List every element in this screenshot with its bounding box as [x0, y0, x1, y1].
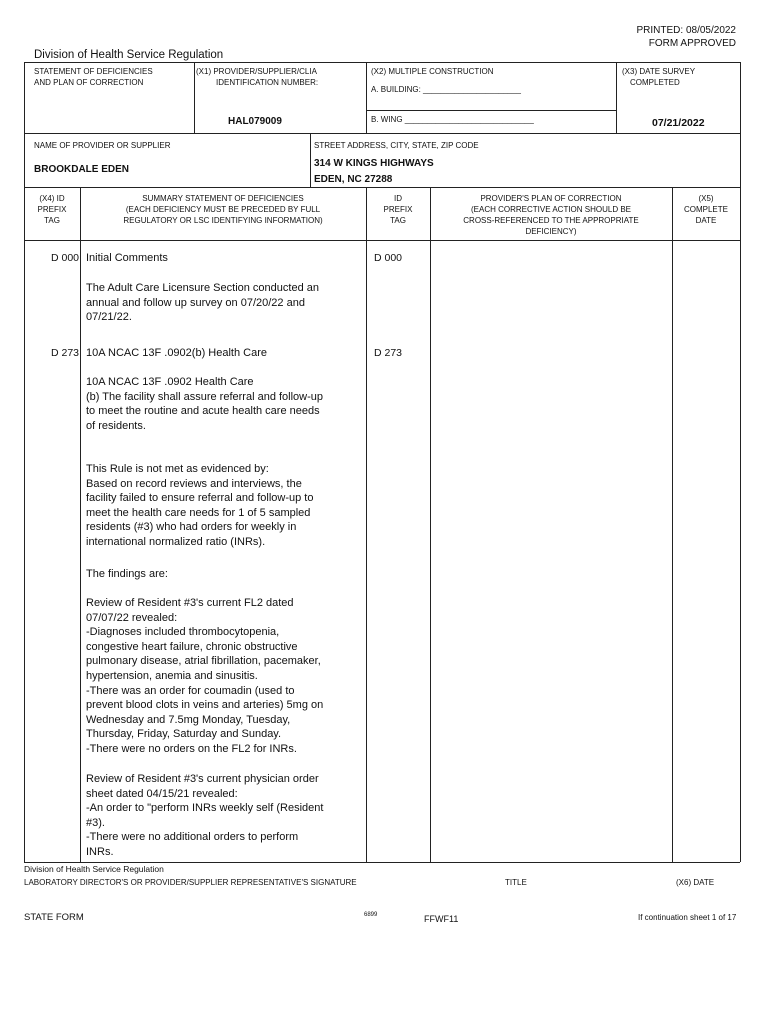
x2-label: (X2) MULTIPLE CONSTRUCTION [371, 67, 494, 76]
col-header-summary: SUMMARY STATEMENT OF DEFICIENCIES (EACH DEFICIENCY MUST BE PRECEDED BY FULL REGULATORY OR LSC IDENTIFYING INFORMATION) [123, 194, 323, 225]
border-left [24, 62, 25, 862]
entry-title: 10A NCAC 13F .0902(b) Health Care [86, 347, 267, 359]
entry-id-tag: D 273 [374, 347, 403, 359]
divider-x2 [366, 62, 367, 133]
provider-address: 314 W KINGS HIGHWAYS EDEN, NC 27288 [314, 158, 434, 185]
divider-col-plan [672, 187, 673, 862]
divider-address [310, 133, 311, 187]
col-header-x4: (X4) ID PREFIX TAG [37, 194, 67, 225]
entry-tag: D 000 [51, 252, 80, 264]
paragraph-physician-order: Review of Resident #3's current physician order sheet dated 04/15/21 revealed: -An order to "perform INRs weekly self (Resident #3). -There were no additional orders to perform INRs. [86, 773, 324, 858]
statement-label: STATEMENT OF DEFICIENCIES AND PLAN OF CORRECTION [34, 67, 153, 87]
paragraph-fl2-review: Review of Resident #3's current FL2 dated 07/07/22 revealed: -Diagnoses included thrombocytopenia, congestive heart failure, chronic obstructive pulmonary disease, atrial fibrillation, pacemaker, hypertension, anemia and sinusitis. -There was an order for coumadin (used to prevent blood clots in veins and arteries) 5mg on Wednesday and 7.5mg Monday, Tuesday, Thursday, Friday, Saturday and Sunday. -There were no orders on the FL2 for INRs. [86, 597, 324, 755]
paragraph-survey: The Adult Care Licensure Section conducted an annual and follow up survey on 07/20/22 and 07/21/22. [86, 282, 319, 324]
x3-label: (X3) DATE SURVEY COMPLETED [622, 67, 696, 87]
rule-top [24, 62, 740, 63]
rule-building [366, 110, 616, 111]
form-approved: FORM APPROVED [648, 38, 736, 49]
col-header-id: ID PREFIX TAG [383, 194, 413, 225]
divider-x3 [616, 62, 617, 133]
print-info [637, 24, 737, 50]
rule-provider [24, 133, 740, 134]
provider-name-label: NAME OF PROVIDER OR SUPPLIER [34, 141, 171, 150]
footer-division: Division of Health Service Regulation [24, 864, 164, 874]
paragraph-findings: The findings are: [86, 568, 168, 580]
col-header-x5: (X5) COMPLETE DATE [683, 194, 728, 225]
signature-date-label: (X6) DATE [676, 878, 715, 887]
title-label: TITLE [505, 878, 527, 887]
building-field: A. BUILDING: ______________________ [371, 85, 521, 94]
entry-id-tag: D 000 [374, 252, 403, 264]
printed-date: PRINTED: 08/05/2022 [636, 25, 736, 36]
paragraph-evidence: This Rule is not met as evidenced by: Based on record reviews and interviews, the facility failed to ensure referral and follow-up to meet the health care needs for 1 of 5 sampled residents (#3) who had orders for weekly in international normalized ratio (INRs). [86, 463, 314, 548]
continuation-note: If continuation sheet 1 of 17 [638, 913, 737, 922]
division-title: Division of Health Service Regulation [34, 49, 224, 61]
paragraph-rule: 10A NCAC 13F .0902 Health Care (b) The facility shall assure referral and follow-up to meet the routine and acute health care needs of residents. [86, 376, 324, 432]
entry-tag: D 273 [51, 347, 80, 359]
divider-col-x4 [80, 187, 81, 862]
col-header-plan: PROVIDER'S PLAN OF CORRECTION (EACH CORRECTIVE ACTION SHOULD BE CROSS-REFERENCED TO THE APPROPRIATE DEFICIENCY) [463, 194, 639, 236]
rule-body [24, 240, 740, 241]
rule-bottom [24, 862, 740, 863]
provider-id: HAL079009 [228, 116, 282, 127]
border-right [740, 62, 741, 862]
signature-label: LABORATORY DIRECTOR'S OR PROVIDER/SUPPLIER REPRESENTATIVE'S SIGNATURE [24, 878, 357, 887]
entry-title: Initial Comments [86, 252, 168, 264]
state-form-label: STATE FORM [24, 912, 84, 923]
divider-col-id [430, 187, 431, 862]
form-id: FFWF11 [424, 914, 459, 924]
divider-col-summary [366, 187, 367, 862]
provider-name: BROOKDALE EDEN [34, 164, 130, 175]
survey-date: 07/21/2022 [652, 117, 705, 129]
divider-x1 [194, 62, 195, 133]
x1-label: (X1) PROVIDER/SUPPLIER/CLIA IDENTIFICATION NUMBER: [196, 67, 319, 87]
address-label: STREET ADDRESS, CITY, STATE, ZIP CODE [314, 141, 479, 150]
wing-field: B. WING _____________________________ [371, 115, 534, 124]
form-code: 6899 [364, 912, 378, 918]
